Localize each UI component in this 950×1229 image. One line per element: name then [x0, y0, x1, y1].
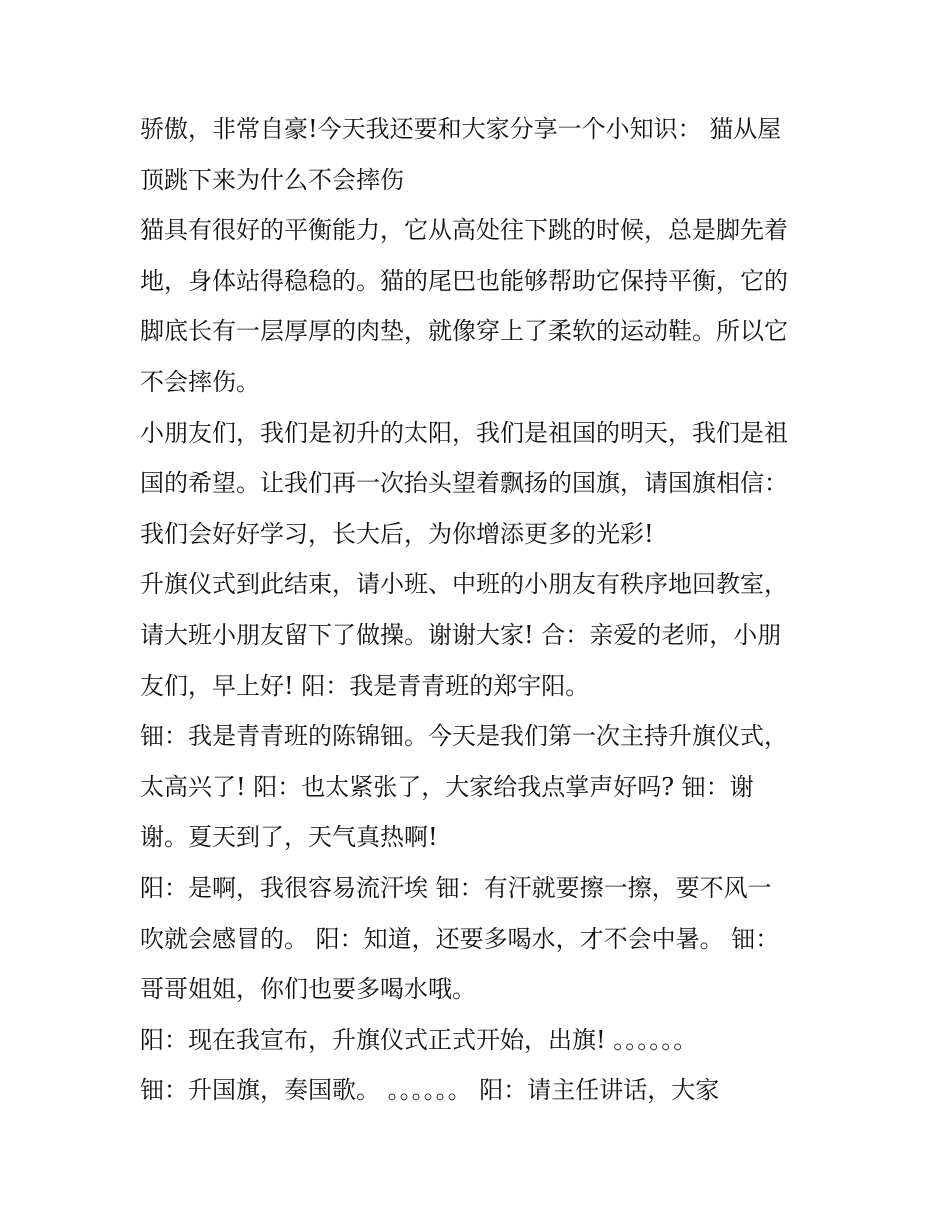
text-line: 请大班小朋友留下了做操。谢谢大家! 合：亲爱的老师，小朋	[140, 620, 782, 649]
text-line: 哥哥姐姐，你们也要多喝水哦。	[140, 975, 476, 1004]
text-line: 阳：是啊，我很容易流汗埃 钿：有汗就要擦一擦，要不风一	[140, 873, 772, 902]
text-line: 钿：我是青青班的陈锦钿。今天是我们第一次主持升旗仪式，	[140, 722, 788, 751]
text-line: 太高兴了! 阳：也太紧张了，大家给我点掌声好吗? 钿：谢	[140, 772, 754, 801]
text-line: 友们，早上好! 阳：我是青青班的郑宇阳。	[140, 671, 590, 700]
text-line: 地，身体站得稳稳的。猫的尾巴也能够帮助它保持平衡，它的	[140, 266, 788, 295]
text-line: 我们会好好学习，长大后，为你增添更多的光彩!	[140, 519, 654, 548]
text-line: 顶跳下来为什么不会摔伤	[140, 165, 404, 194]
document-body-text	[140, 104, 820, 1116]
text-line: 阳：现在我宣布，升旗仪式正式开始，出旗! 。。。。。。	[140, 1025, 698, 1054]
text-line: 吹就会感冒的。 阳：知道，还要多喝水，才不会中暑。 钿：	[140, 924, 780, 953]
text-line: 谢。夏天到了，天气真热啊!	[140, 823, 438, 852]
text-line: 脚底长有一层厚厚的肉垫，就像穿上了柔软的运动鞋。所以它	[140, 317, 788, 346]
text-line: 升旗仪式到此结束，请小班、中班的小朋友有秩序地回教室，	[140, 570, 788, 599]
text-line: 猫具有很好的平衡能力，它从高处往下跳的时候，总是脚先着	[140, 216, 788, 245]
text-line: 钿：升国旗，奏国歌。 。。。。。。 阳：请主任讲话，大家	[140, 1076, 720, 1105]
text-line: 小朋友们，我们是初升的太阳，我们是祖国的明天，我们是祖	[140, 418, 788, 447]
text-line: 不会摔伤。	[140, 367, 260, 396]
text-line: 骄傲，非常自豪!今天我还要和大家分享一个小知识： 猫从屋	[140, 115, 782, 143]
text-line: 国的希望。让我们再一次抬头望着飘扬的国旗，请国旗相信：	[140, 469, 788, 498]
